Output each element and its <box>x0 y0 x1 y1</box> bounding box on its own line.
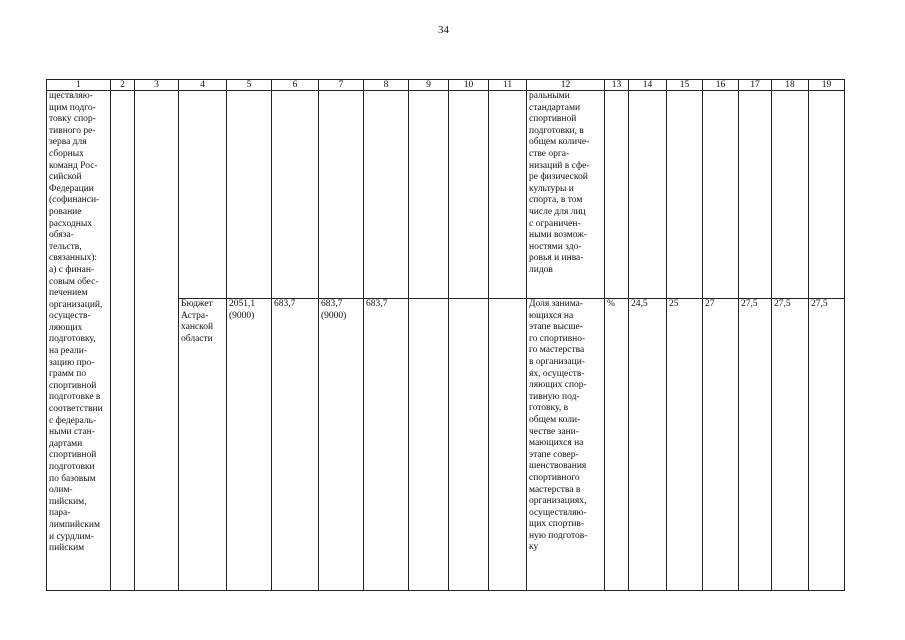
amount-year-1-cell: 683,7 <box>272 299 319 591</box>
cell-col17 <box>739 91 772 299</box>
cell-col18 <box>772 91 809 299</box>
cell-col2 <box>111 91 135 591</box>
cell-col4 <box>179 91 227 299</box>
value-cell-19: 27,5 <box>809 299 845 591</box>
col-header-12: 12 <box>527 80 605 91</box>
value-cell-16: 27 <box>703 299 739 591</box>
cell-col8 <box>364 91 409 299</box>
amount-year-3-cell: 683,7 <box>364 299 409 591</box>
unit-cell: % <box>605 299 629 591</box>
cell-col16 <box>703 91 739 299</box>
cell-col15 <box>667 91 703 299</box>
page-number: 34 <box>438 24 449 36</box>
table-row <box>47 91 845 299</box>
program-table <box>46 79 845 591</box>
col-header-3: 3 <box>135 80 179 91</box>
col-header-13: 13 <box>605 80 629 91</box>
col-header-1: 1 <box>47 80 111 91</box>
col-header-17: 17 <box>739 80 772 91</box>
col-header-11: 11 <box>489 80 527 91</box>
col-header-16: 16 <box>703 80 739 91</box>
col-header-8: 8 <box>364 80 409 91</box>
cell-col5 <box>227 91 272 299</box>
event-description-cell: ществляю- щим подго- товку спор- тивного ре- зерва для сборных команд Рос- сийской Федерации (софинанси- рование расходных обяза- тельств, связанных): а) с финан- совым обес- печением организаций, осуществ- ляющих подготовку, на реали- зацию про- грамм по спортивной подготовке в соответствии с федераль- ными стан- дартами спортивной подготовки по базовым олим- пийским, пара- лимпийским и сурдлим- пийским <box>47 91 111 591</box>
cell-col11 <box>489 91 527 299</box>
cell-col11 <box>489 299 527 591</box>
col-header-6: 6 <box>272 80 319 91</box>
value-cell-14: 24,5 <box>629 299 667 591</box>
header-row <box>47 80 845 91</box>
col-header-4: 4 <box>179 80 227 91</box>
cell-col10 <box>449 91 489 299</box>
cell-col3 <box>135 91 179 591</box>
value-cell-18: 27,5 <box>772 299 809 591</box>
col-header-18: 18 <box>772 80 809 91</box>
cell-col6 <box>272 91 319 299</box>
col-header-7: 7 <box>319 80 364 91</box>
col-header-2: 2 <box>111 80 135 91</box>
cell-col13 <box>605 91 629 299</box>
funding-source-cell: Бюджет Астра- ханской области <box>179 299 227 591</box>
amount-year-2-cell: 683,7 (9000) <box>319 299 364 591</box>
col-header-9: 9 <box>409 80 449 91</box>
cell-col14 <box>629 91 667 299</box>
col-header-14: 14 <box>629 80 667 91</box>
indicator-cell: ральными стандартами спортивной подготовки, в общем количе- стве орга- низаций в сфе- ре физической культуры и спорта, в том числе для лиц с ограничен- ными возмож- ностями здо- ровья и инва- лидов <box>527 91 605 299</box>
cell-col10 <box>449 299 489 591</box>
cell-col9 <box>409 299 449 591</box>
cell-col19 <box>809 91 845 299</box>
indicator-cell: Доля занима- ющихся на этапе высше- го спортивно- го мастерства в организаци- ях, осуществ- ляющих спор- тивную под- готовку, в общем коли- честве зани- мающихся на этапе совер- шенствования спортивного мастерства в организациях, осуществляю- щих спортив- ную подготов- ку <box>527 299 605 591</box>
value-cell-15: 25 <box>667 299 703 591</box>
col-header-5: 5 <box>227 80 272 91</box>
cell-col9 <box>409 91 449 299</box>
cell-col7 <box>319 91 364 299</box>
col-header-19: 19 <box>809 80 845 91</box>
total-amount-cell: 2051,1 (9000) <box>227 299 272 591</box>
col-header-10: 10 <box>449 80 489 91</box>
value-cell-17: 27,5 <box>739 299 772 591</box>
col-header-15: 15 <box>667 80 703 91</box>
